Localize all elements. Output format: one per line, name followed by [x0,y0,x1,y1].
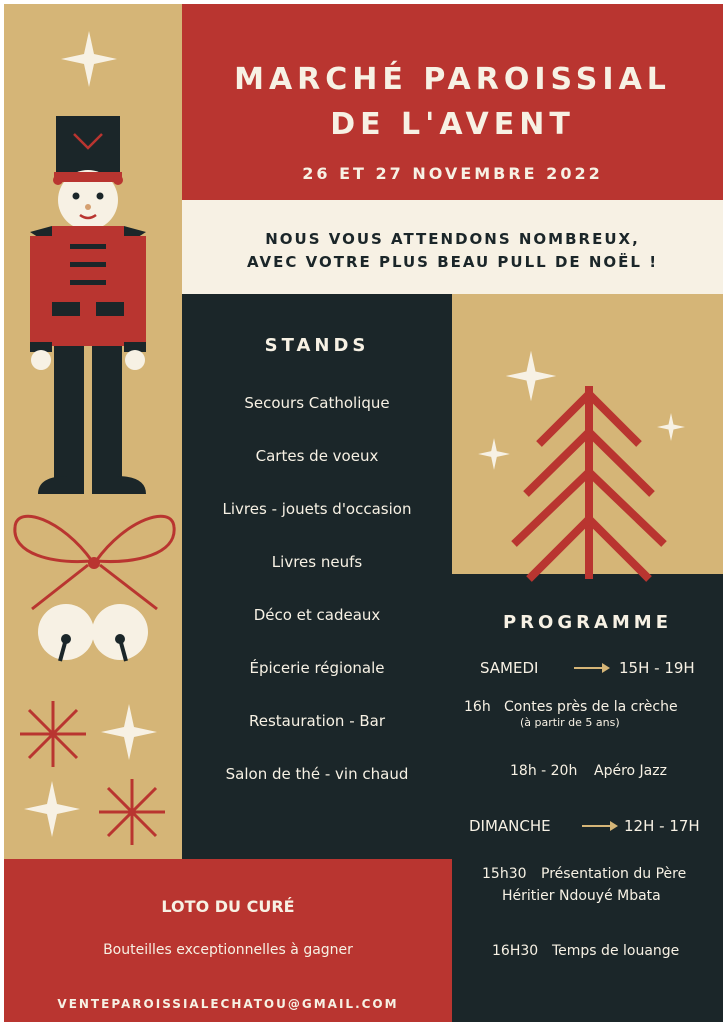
sunday-hours: 12H - 17H [624,817,700,835]
stand-item: Restauration - Bar [248,712,386,730]
event-note: (à partir de 5 ans) [520,716,620,729]
event-time: 16h [464,699,491,715]
saturday-hours: 15H - 19H [619,659,695,677]
sparkle-star-icon [99,702,159,762]
stand-item: Secours Catholique [244,394,390,412]
poster [4,4,723,1022]
nutcracker-soldier-icon [24,114,164,494]
title-block [182,4,723,200]
page-title-line2: DE L'AVENT [330,107,575,142]
stand-item: Épicerie régionale [249,659,385,677]
event-dates: 26 ET 27 NOVEMBRE 2022 [302,164,603,183]
stand-item: Salon de thé - vin chaud [225,765,409,783]
saturday-label: SAMEDI [480,659,539,677]
programme-heading: PROGRAMME [502,612,673,633]
page-title-line1: MARCHÉ PAROISSIAL [234,62,671,97]
arrow-right-icon [582,820,618,832]
event-label-continued: Héritier Ndouyé Mbata [502,888,661,904]
event-label: Contes près de la crèche [504,699,678,715]
stand-item: Livres neufs [271,553,363,571]
stands-heading: STANDS [264,335,370,356]
event-time: 15h30 [482,866,527,882]
event-label: Apéro Jazz [594,763,667,779]
stand-item: Déco et cadeaux [253,606,381,624]
bow-bells-icon [12,509,177,669]
loto-title: LOTO DU CURÉ [161,897,295,916]
loto-subtitle: Bouteilles exceptionnelles à gagner [103,942,353,958]
arrow-right-icon [574,662,610,674]
contact-email[interactable]: VENTEPAROISSIALECHATOU@GMAIL.COM [57,997,399,1011]
stand-item: Cartes de voeux [255,447,379,465]
sparkle-star-icon [22,779,82,839]
sunday-label: DIMANCHE [469,817,551,835]
sparkle-star-icon [59,29,119,89]
event-label: Temps de louange [552,943,680,959]
event-time: 16H30 [492,943,539,959]
banner-line-2: AVEC VOTRE PLUS BEAU PULL DE NOËL ! [246,253,659,271]
event-time: 18h - 20h [510,763,578,779]
event-label: Présentation du Père [541,866,687,882]
snowflake-icon [18,699,88,769]
stand-item: Livres - jouets d'occasion [222,500,412,518]
banner-line-1: NOUS VOUS ATTENDONS NOMBREUX, [265,230,640,248]
snowflake-icon [97,777,167,847]
christmas-tree-icon [504,384,674,579]
